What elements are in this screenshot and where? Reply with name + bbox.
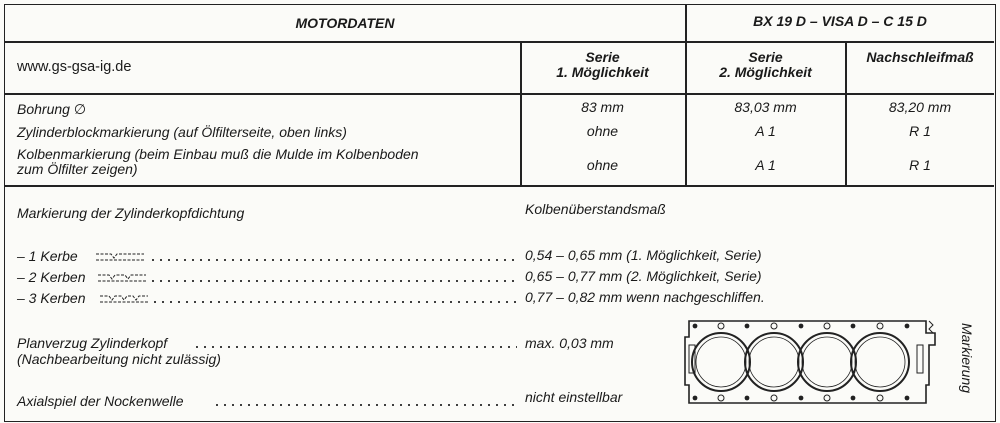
row-bohrung-v2: 83,03 mm [734, 99, 797, 115]
planverzug-label: Planverzug Zylinderkopf [17, 335, 168, 351]
row-kolben-v3: R 1 [909, 157, 931, 173]
planverzug-value: max. 0,03 mm [525, 335, 614, 351]
row-kolben-v1: ohne [586, 157, 619, 173]
axial-label: Axialspiel der Nockenwelle [17, 393, 184, 409]
notch-value-3: 0,77 – 0,82 mm wenn nachgeschliffen. [525, 289, 765, 305]
one-notch-icon [95, 252, 145, 262]
row-block-v3: R 1 [909, 123, 931, 139]
notch-dots-1 [149, 259, 517, 261]
model-title: BX 19 D – VISA D – C 15 D [753, 13, 927, 29]
engine-data-sheet [4, 4, 996, 422]
col1-header-line1: Serie [585, 49, 620, 65]
diagram-label-markierung: Markierung [959, 322, 975, 394]
notch-label-1: – 1 Kerbe [17, 248, 78, 264]
three-notches-icon [99, 294, 149, 304]
notch-row-2 [17, 269, 517, 287]
notch-dots-2 [149, 280, 517, 282]
piston-heading: Kolbenüberstandsmaß [525, 201, 666, 217]
axial-dots [213, 404, 517, 406]
sheet-title: MOTORDATEN [295, 15, 395, 31]
two-notches-icon [97, 273, 147, 283]
notch-label-3: – 3 Kerben [17, 290, 86, 306]
head-gasket-diagram [681, 315, 971, 409]
axial-row [17, 393, 517, 411]
row-kolben-label: Kolbenmarkierung (beim Einbau muß die Mulde im Kolbenboden [17, 146, 419, 162]
row-block-v2: A 1 [755, 123, 776, 139]
notch-row-1 [17, 248, 517, 266]
row-bohrung-label: Bohrung ∅ [17, 101, 87, 117]
notch-value-2: 0,65 – 0,77 mm (2. Möglichkeit, Serie) [525, 268, 762, 284]
gasket-heading: Markierung der Zylinderkopfdichtung [17, 205, 245, 221]
row-bohrung-v3: 83,20 mm [888, 99, 952, 115]
col3-header: Nachschleifmaß [866, 49, 974, 65]
row-bohrung-v1: 83 mm [581, 99, 624, 115]
planverzug-note: (Nachbearbeitung nicht zulässig) [17, 351, 221, 367]
website-text: www.gs-gsa-ig.de [17, 59, 132, 75]
notch-value-1: 0,54 – 0,65 mm (1. Möglichkeit, Serie) [525, 247, 762, 263]
col2-header-line2: 2. Möglichkeit [719, 64, 812, 80]
row-kolben-v2: A 1 [755, 157, 776, 173]
notch-row-3 [17, 290, 517, 308]
row-block-label: Zylinderblockmarkierung (auf Ölfilterseite, oben links) [17, 124, 347, 140]
notch-label-2: – 2 Kerben [17, 269, 86, 285]
row-block-v1: ohne [586, 123, 619, 139]
planverzug-dots [193, 346, 517, 348]
notch-dots-3 [151, 301, 517, 303]
axial-value: nicht einstellbar [525, 389, 623, 405]
col2-header-line1: Serie [748, 49, 783, 65]
col1-header-line2: 1. Möglichkeit [556, 64, 649, 80]
row-kolben-label-line2: zum Ölfilter zeigen) [17, 161, 138, 177]
